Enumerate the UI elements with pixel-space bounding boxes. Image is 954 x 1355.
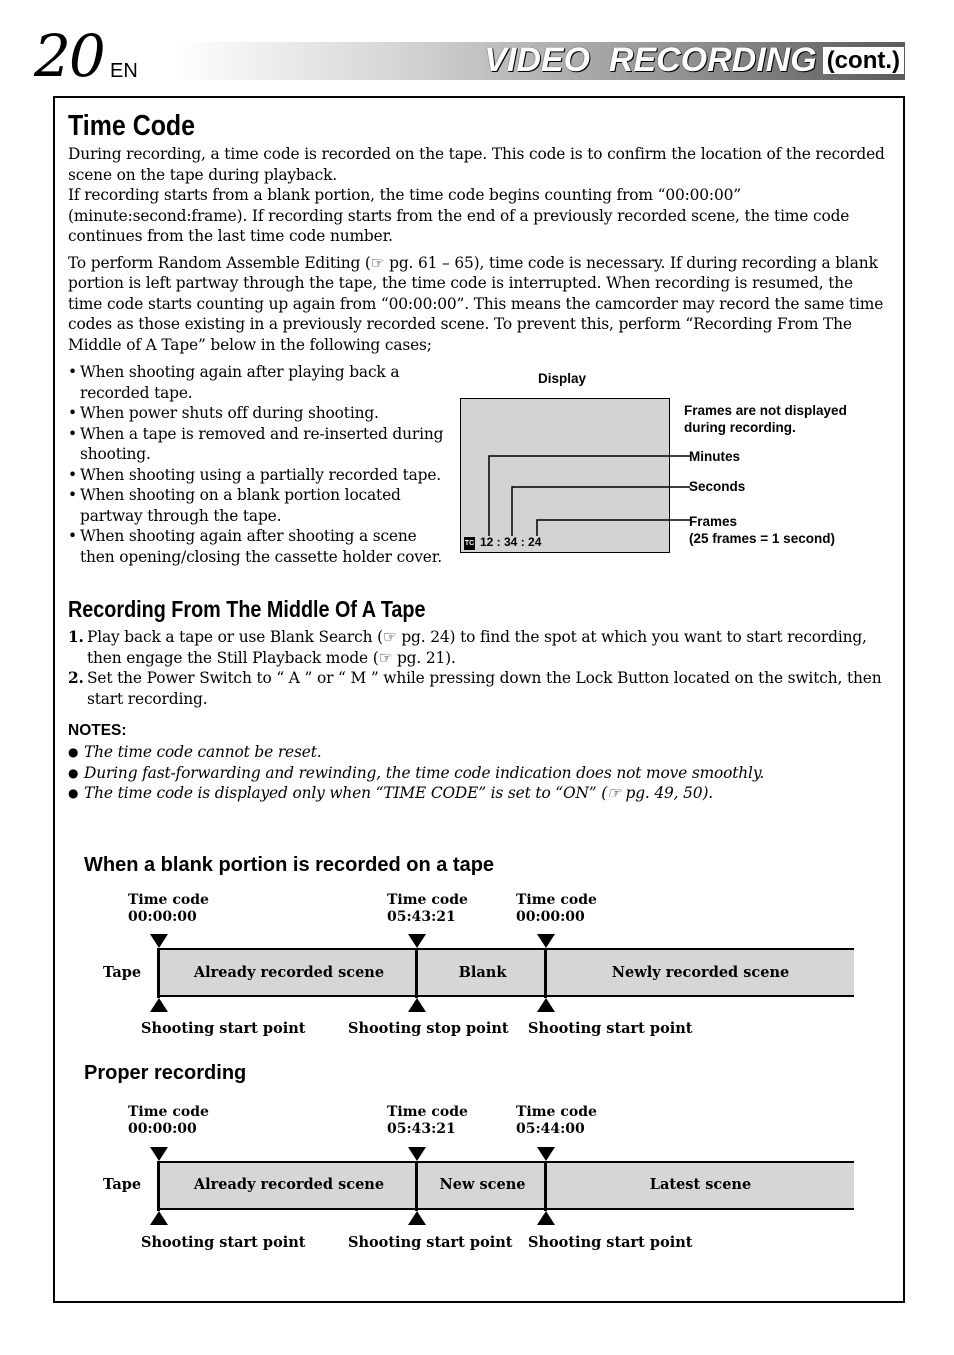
note-item: ● During fast-forwarding and rewinding, the time code indication does not move smoothly. (68, 763, 888, 784)
frames-note: Frames are not displayed during recording. (684, 403, 847, 435)
tc-label: Time code (387, 892, 468, 908)
diagram2-tc2 (387, 1104, 468, 1138)
frames-callout-line (537, 520, 690, 536)
minutes-label: Minutes (689, 449, 741, 464)
frames-label: Frames (689, 514, 738, 529)
tc2-marker (408, 1147, 426, 1161)
list-item: • When a tape is removed and re-inserted during shooting. (68, 424, 448, 465)
diagram1-tc1 (128, 892, 209, 926)
frames-sub-label: (25 frames = 1 second) (689, 531, 835, 546)
list-item: • When shooting using a partially recorded tape. (68, 465, 448, 486)
tc-value: 05:44:00 (516, 1121, 585, 1137)
tc-value: 00:00:00 (516, 909, 585, 925)
display-label: Display (538, 371, 587, 386)
diagram1-pt2: Shooting stop point (348, 1020, 509, 1037)
tc-value: 05:43:21 (387, 909, 456, 925)
middle-heading: Recording From The Middle Of A Tape (68, 596, 426, 622)
diagram1-pt3: Shooting start point (528, 1020, 693, 1037)
list-item: • When shooting again after playing back a recorded tape. (68, 362, 448, 403)
diagram2-pt2: Shooting start point (348, 1234, 513, 1251)
step-2 (68, 668, 888, 709)
step-2-text: Set the Power Switch to “ A ” or “ M ” while pressing down the Lock Button located on the switch, then start recording. (87, 669, 882, 708)
page-number: 20 (34, 22, 104, 90)
tc-label: Time code (387, 1104, 468, 1120)
diagram2-seg3: Latest scene (649, 1176, 752, 1193)
diagram2-title: Proper recording (84, 1062, 247, 1084)
diagram2-pt1: Shooting start point (141, 1234, 306, 1251)
list-item: • When shooting again after shooting a scene then opening/closing the cassette holder cover. (68, 526, 448, 567)
language-label: EN (110, 60, 138, 82)
tc-label: Time code (516, 892, 597, 908)
page-title-cont: (cont.) (823, 47, 904, 74)
time-code-p1: During recording, a time code is recorded on the tape. This code is to confirm the location of the recorded scene on the tape during playback. (68, 145, 885, 184)
diagram2-pt3: Shooting start point (528, 1234, 693, 1251)
pt3-marker (537, 998, 555, 1012)
tc-label: Time code (128, 1104, 209, 1120)
pt2-marker (408, 998, 426, 1012)
tc2-marker (408, 934, 426, 948)
diagram1-tape-label: Tape (103, 964, 142, 981)
step-1-number: 1. (68, 628, 84, 646)
middle-steps (68, 627, 888, 709)
time-code-icon: TC (464, 537, 475, 550)
diagram1-seg1: Already recorded scene (193, 964, 385, 981)
diagram1-seg3: Newly recorded scene (611, 964, 790, 981)
tc-label: Time code (128, 892, 209, 908)
time-code-heading: Time Code (68, 110, 196, 142)
note-item: ● The time code cannot be reset. (68, 742, 888, 763)
time-code-p2: If recording starts from a blank portion, the time code begins counting from “00:00:00” (minute:second:frame). If recording starts from the end of a previously recorded scene, the time code continues from the last time code number. (68, 186, 850, 245)
pt2-marker (408, 1211, 426, 1225)
step-1 (68, 627, 888, 668)
list-item: • When shooting on a blank portion located partway through the tape. (68, 485, 448, 526)
minutes-callout-line (489, 456, 690, 536)
list-item: • When power shuts off during shooting. (68, 403, 448, 424)
diagram1-pt1: Shooting start point (141, 1020, 306, 1037)
tc1-marker (150, 934, 168, 948)
tc1-marker (150, 1147, 168, 1161)
time-code-p3: To perform Random Assemble Editing (☞ pg. 61 – 65), time code is necessary. If during recording a blank portion is left partway through the tape, the time code is interrupted. When recording is resumed, the time code starts counting up again from “00:00:00”. This means the camcorder may record the same time codes as those existing in a previously recorded scene. To prevent this, perform “Recording From The Middle of A Tape” below in the following cases; (68, 253, 884, 354)
pt3-marker (537, 1211, 555, 1225)
tc-value: 00:00:00 (128, 909, 197, 925)
seconds-label: Seconds (689, 479, 746, 494)
diagram2-tc1 (128, 1104, 209, 1138)
display-callout-lines (0, 0, 954, 600)
diagram2-seg2: New scene (439, 1176, 526, 1193)
note-item: ● The time code is displayed only when “TIME CODE” is set to “ON” (☞ pg. 49, 50). (68, 783, 888, 804)
diagram1-seg2: Blank (458, 964, 507, 981)
tc3-marker (537, 934, 555, 948)
display-time-code: 12 : 34 : 24 (480, 535, 542, 549)
diagram1-title: When a blank portion is recorded on a tape (84, 854, 495, 876)
notes-list (68, 742, 888, 804)
diagram2-tape-label: Tape (103, 1176, 142, 1193)
tc3-marker (537, 1147, 555, 1161)
pt1-marker (150, 998, 168, 1012)
tc-label: Time code (516, 1104, 597, 1120)
diagram1-tc3 (516, 892, 597, 926)
page-title-text: VIDEO RECORDING (484, 41, 817, 79)
notes-heading: NOTES: (68, 722, 127, 739)
diagram1-tc2 (387, 892, 468, 926)
tc-value: 05:43:21 (387, 1121, 456, 1137)
step-2-number: 2. (68, 669, 84, 687)
pt1-marker (150, 1211, 168, 1225)
diagram2-tc3 (516, 1104, 597, 1138)
diagram2-seg1: Already recorded scene (193, 1176, 385, 1193)
step-1-text: Play back a tape or use Blank Search (☞ pg. 24) to find the spot at which you want to start recording, then engage the Still Playback mode (☞ pg. 21). (87, 628, 867, 667)
seconds-callout-line (512, 487, 690, 536)
tc-value: 00:00:00 (128, 1121, 197, 1137)
